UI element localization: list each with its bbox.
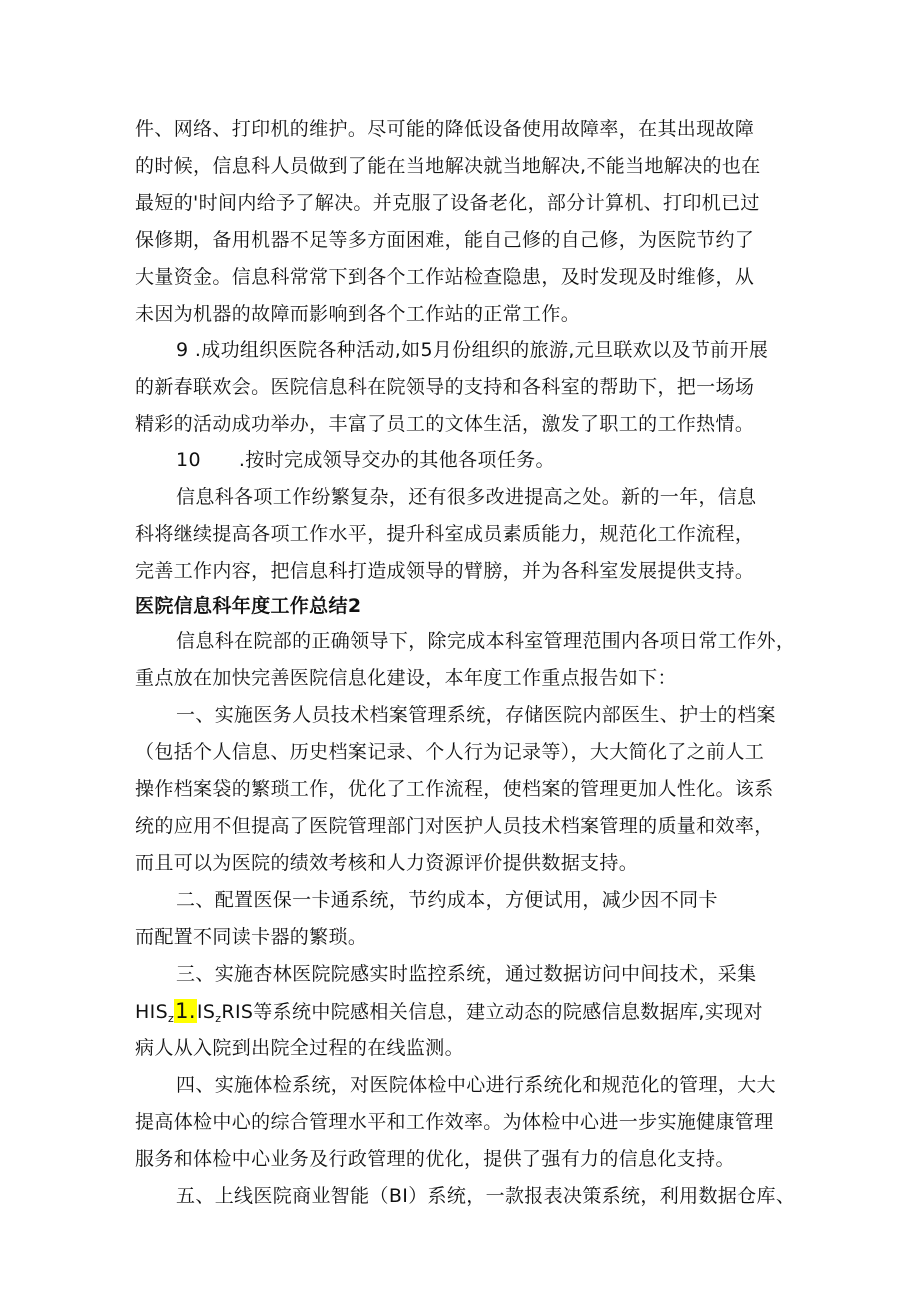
- paragraph-line: 一、实施医务人员技术档案管理系统，存储医院内部医生、护士的档案: [176, 704, 776, 726]
- paragraph-line: 的时候，信息科人员做到了能在当地解决就当地解决,不能当地解决的也在: [135, 155, 761, 177]
- paragraph-line: 信息科在院部的正确领导下，除完成本科室管理范围内各项日常工作外，: [176, 630, 796, 652]
- text-rest: RIS等系统中院感相关信息，建立动态的院感信息数据库,实现对: [221, 1001, 763, 1023]
- text-his: HIS: [135, 1001, 169, 1023]
- paragraph-line: 大量资金。信息科常常下到各个工作站检查隐患，及时发现及时维修，从: [135, 266, 755, 288]
- highlighted-text: 1.: [175, 999, 196, 1023]
- paragraph-line: 二、配置医保一卡通系统，节约成本，方便试用，减少因不同卡: [176, 889, 718, 911]
- paragraph-line: 精彩的活动成功举办，丰富了员工的文体生活，激发了职工的工作热情。: [135, 413, 755, 435]
- paragraph-line: 病人从入院到出院全过程的在线监测。: [135, 1037, 464, 1059]
- section-heading: 医院信息科年度工作总结2: [135, 595, 362, 617]
- subscript: z: [215, 1012, 222, 1025]
- paragraph-line: 信息科各项工作纷繁复杂，还有很多改进提高之处。新的一年，信息: [176, 486, 757, 508]
- paragraph-line: 五、上线医院商业智能（BI）系统，一款报表决策系统，利用数据仓库、: [176, 1185, 796, 1207]
- paragraph-line: 三、实施杏林医院院感实时监控系统，通过数据访问中间技术，采集: [176, 963, 757, 985]
- paragraph-line: 操作档案袋的繁琐工作，优化了工作流程，使档案的管理更加人性化。该系: [135, 778, 774, 800]
- paragraph-line: 重点放在加快完善医院信息化建设，本年度工作重点报告如下：: [135, 667, 677, 689]
- paragraph-line: 件、网络、打印机的维护。尽可能的降低设备使用故障率，在其出现故障: [135, 118, 755, 140]
- paragraph-line: 最短的'时间内给予了解决。并克服了设备老化，部分计算机、打印机已过: [135, 192, 760, 214]
- text-is: IS: [196, 1001, 216, 1023]
- paragraph-line: 四、实施体检系统，对医院体检中心进行系统化和规范化的管理，大大: [176, 1074, 776, 1096]
- list-number: 10: [176, 449, 201, 471]
- paragraph-line-mixed: [135, 999, 800, 1031]
- paragraph-line: 服务和体检中心业务及行政管理的优化，提供了强有力的信息化支持。: [135, 1148, 735, 1170]
- paragraph-line: 未因为机器的故障而影响到各个工作站的正常工作。: [135, 303, 581, 325]
- paragraph-line: 完善工作内容，把信息科打造成领导的臂膀，并为各科室发展提供支持。: [135, 560, 755, 582]
- list-text: .按时完成领导交办的其他各项任务。: [238, 449, 555, 471]
- list-item-9: 9 .成功组织医院各种活动,如5月份组织的旅游,元旦联欢以及节前开展: [176, 339, 769, 361]
- list-item-10: [176, 448, 800, 472]
- subscript: z: [168, 1012, 175, 1025]
- paragraph-line: 保修期，备用机器不足等多方面困难，能自己修的自己修，为医院节约了: [135, 229, 755, 251]
- paragraph-line: 科将继续提高各项工作水平，提升科室成员素质能力，规范化工作流程，: [135, 523, 755, 545]
- paragraph-line: 而且可以为医院的绩效考核和人力资源评价提供数据支持。: [135, 852, 639, 874]
- paragraph-line: 提高体检中心的综合管理水平和工作效率。为体检中心进一步实施健康管理: [135, 1111, 774, 1133]
- paragraph-line: 的新春联欢会。医院信息科在院领导的支持和各科室的帮助下，把一场场: [135, 376, 755, 398]
- paragraph-line: 而配置不同读卡器的繁琐。: [135, 926, 368, 948]
- paragraph-line: 统的应用不但提高了医院管理部门对医护人员技术档案管理的质量和效率，: [135, 815, 774, 837]
- paragraph-line: （包括个人信息、历史档案记录、个人行为记录等），大大简化了之前人工: [135, 741, 765, 763]
